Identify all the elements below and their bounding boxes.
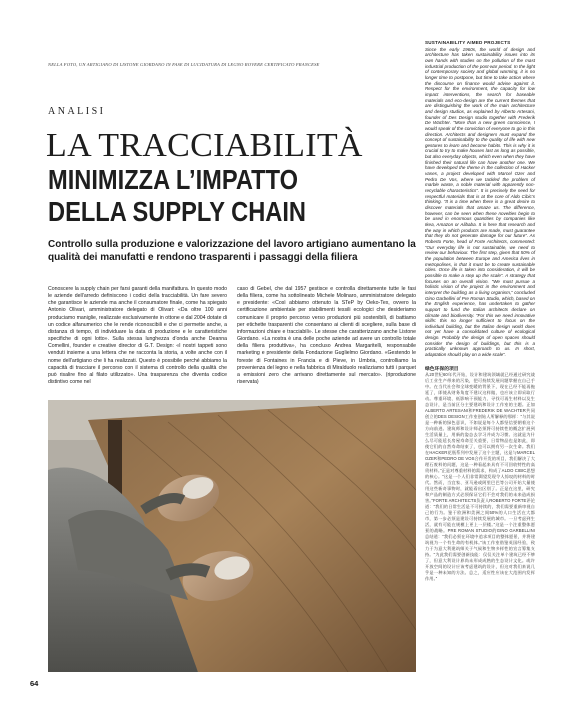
article-column-1: Conoscere la supply chain per farsi garanti della manifattura. In questo modo le aziende dell’arredo definiscono i codici della tracciabilità. Un fare severo che garantisce le aziende ma anche il consumatore finale, come ha spiegato Antonio Olivari, amministratore delegato di Olivari: «Da oltre 100 anni produciamo maniglie, realizzate esclusivamente in ottone e dal 2004 dotate di un codice alfanumerico che le rende riconoscibili e che ci permette anche, a distanza di tempo, di individuare la data di produzione e le caratteristiche specifiche di ogni lotto». Sulla stessa lunghezza d’onda anche Deanna Comellini, founder e creative director di G.T. Design: «I nostri tappeti sono venduti insieme a una lettera che ne racconta la storia, a volte anche con il nome dell’artigiano che li ha realizzati. Questo è possibile perché abbiamo la capacità di tracciare il percorso con il sistema di controllo della qualità che può risalire fino al filato utilizzato». Una trasparenza che diventa codice distintivo come nel	[48, 286, 227, 386]
photo-caption: NELLA FOTO, UN ARTIGIANO DI LISTONE GIORDANO IN FASE DI LUCIDATURA DI LEGNO ROVERE CERTIFICATO FRANCESE	[48, 62, 320, 67]
article-body	[48, 286, 416, 386]
subtitle: Controllo sulla produzione e valorizzazione del lavoro artigiano aumentano la qualità dei manufatti e rendono trasparenti i passaggi della filiera	[48, 239, 416, 263]
chinese-heading: 绿色环保的项目	[425, 366, 459, 372]
chinese-text: 从20世纪60年代开始，设计和建筑领域就已经通过研究战后工业生产带来的污染，把可持续发展问题掌握在自己手中。在当代社会和全球变暖的背景下，现在已经不能再拖延了，即使从财务角度不建议这样做，也应该立即采取行动。尊重环境、低影响干预能力、寻找可再生材料以及生态设计，是当前区分主要建筑和设计工作室的主题。正如ALBERTO ARTESANI和FREDERIK DE WACHTER共同创立的DES DESIGN工作室创始人所解释的那样：“与其说是一种新的绿色意识，不如说是每个人都坚信要朝着这个方向前进。建筑师和设计师必须将可持续性的概念扩展到生活质量上，用新的姿态去学习并成为习惯。这就是为什么尽可能延长房屋寿命至关重要，日常物品也是如此，即使它们的自然寿命结束了，也可以拥有另一次生命。我们在HACKER花瓶系列中发展了这个主题，这是与MARCEL OZER和PEDRO DE VOS合作开发的项目，我们解决了大理石废料的问题，这是一种看起来具有不可回收特性的高贵材料。”正是对尊重材料的需求，构成了ALDO CIBIC思想的核心。“这是一个人们非常渴望发现令人惊叹的材料的时代。然而，当宜家、亚马逊或阿里巴巴等公司开始大量使用这些新奇事物时，就能看出区别了。正是在这里，研究和产品的制造方式必须保证它们不会对我们的未来造成损害。”FORTE ARCHITECTS负责人ROBERTO FORTE评论道：“我们的日常生活是不可持续的，我们需要重新审视自己的行为。鉴于欧洲和美洲之间50%的人口生活在大都市，第一步必须是建设可持续发展的城市。一旦考虑到生活，就有可能在规模上更上一层楼。”这是一个注重整体愿景的战略。PRE ROMAN STUDIO的GINO GARBELLINI总结道：“我们必须在环境中追求项目的整体愿景，并将建筑视为一个有生命的有机体。”该工作室借鉴英国经验，致力于为意大利建筑师关于气候和生物多样性的宣言筹集支持。“为此我们需要创新技能：仅仅关注单个建筑已经不够了，但意大利设计界尚未形成成熟的生态设计文化。或许开放空间的设计应该考虑建筑的设计，但这对我们来说几乎是一种未知的方法。总之，适应性应该在大范围内发挥作用。”	[425, 372, 535, 582]
sidebar-translation	[425, 40, 535, 582]
english-text: Since the early 1960s, the world of design and architecture has taken sustainability issues into its own hands with studies on the pollution of the mast industrial production of the post-war period. In the light of contemporary society and global warming, it is no longer time to postpone, but time to take action where the discourse on finance would advise against it. Respect for the environment, the capacity for low impact interventions, the search for baseable materials and eco-design are the current themes that are distinguishing the work of the main architecture and design studios, as explained by Alberto Artesani, founder of Des Design studio together with Frederik De Wachter. “More than a new green conscience, I would speak of the conviction of everyone to go in this direction. Architects and designers must expand the concept of sustainability to the quality of life with new gestures to learn and become habits. This is why it is crucial to try to make houses last as long as possible, but also everyday objects, which even when they have finished their natural life can have another one. We have developed the theme in the collection of Hacker vases, a project developed with Marcel Ozer and Pedro De Vos, where we tackled the problem of marble waste, a noble material with apparently non-recyclable characteristics”. It is precisely the need for respectful materials that is at the core of Aldo Cibic’s thinking. “It is a time when there is a great desire to discover materials that amaze us. The difference, however, can be seen when these novelties begin to be used in enormous quantities by companies like Ikea, Amazon or Alibaba. It is here that research and the way in which products are made, must guarantee that they do not generate damage for our future”. As Roberto Forte, head of Forte Architects, commented: “Our everyday life is not sustainable, we need to review our behaviour. The first step, given that 50% of the population between Europe and America lives in metropolises, is that it must be to create sustainable cities. Once life is taken into consideration, it will be possible to make a step up the scale”. A strategy that focuses on an overall vision. “We must pursue a holistic vision of the project in the environment and interpret the building as a living organism,” concluded Gino Garbellini of Pre Roman Studio, which, based on the English experience, has undertaken to gather support to fund the Italian architects declare on climate and biodiversity. “For this we need innovative skills: this no longer sufficient to focus on the individual building, but the Italian design world does not yet have a consolidated culture of ecological design. Probably the design of open spaces should consider the design of buildings, but this is a practically unknown approach to us. In short, adaptation should play on a wide scale”.	[425, 46, 535, 358]
article-column-2: caso di Gebel, che dal 1957 gestisce e controlla direttamente tutte le fasi della filiera, come ha sottolineato Michele Molinaro, amministratore delegato e presidente: «Così abbiamo ottenuto la STeP by Oeko-Tex, ovvero la certificazione ambientale per stabilimenti tessili ecologici che desideriamo comunicare il proprio percorso verso produzioni più sostenibili, di battiamo per etichette trasparenti che consentano ai clienti di scegliere, sulla base di informazioni chiare e tracciabili». Le stesse che caratterizzano anche Listone Giordano. «La nostra è una delle poche aziende ad avere un controllo totale della filiera produttiva», ha concluso Andrea Margaritelli, responsabile marketing e presidente della Fondazione Guglielmo Giordano. «Gestendo le foreste di Fontaines in Francia e di Pieve, in Umbria, controlliamo la provenienza del legno e nella fabbrica di Miralduolo realizziamo tutti i parquet a emissioni zero che arrivano direttamente sul mercato». (riproduzione riservata)	[237, 286, 416, 386]
headline-line-2b: DELLA SUPPLY CHAIN	[48, 196, 307, 227]
artisan-photo	[48, 400, 416, 672]
headline-line-2a: MINIMIZZA L’IMPATTO	[48, 164, 299, 195]
section-label: ANALISI	[48, 106, 106, 117]
page-number: 64	[30, 679, 39, 688]
english-heading: SUSTAINABILITY AIMED PROJECTS	[425, 40, 511, 45]
headline-line-2	[48, 164, 366, 228]
artisan-photo-illustration	[48, 400, 416, 672]
headline-line-1: LA TRACCIABILITÀ	[46, 127, 363, 164]
